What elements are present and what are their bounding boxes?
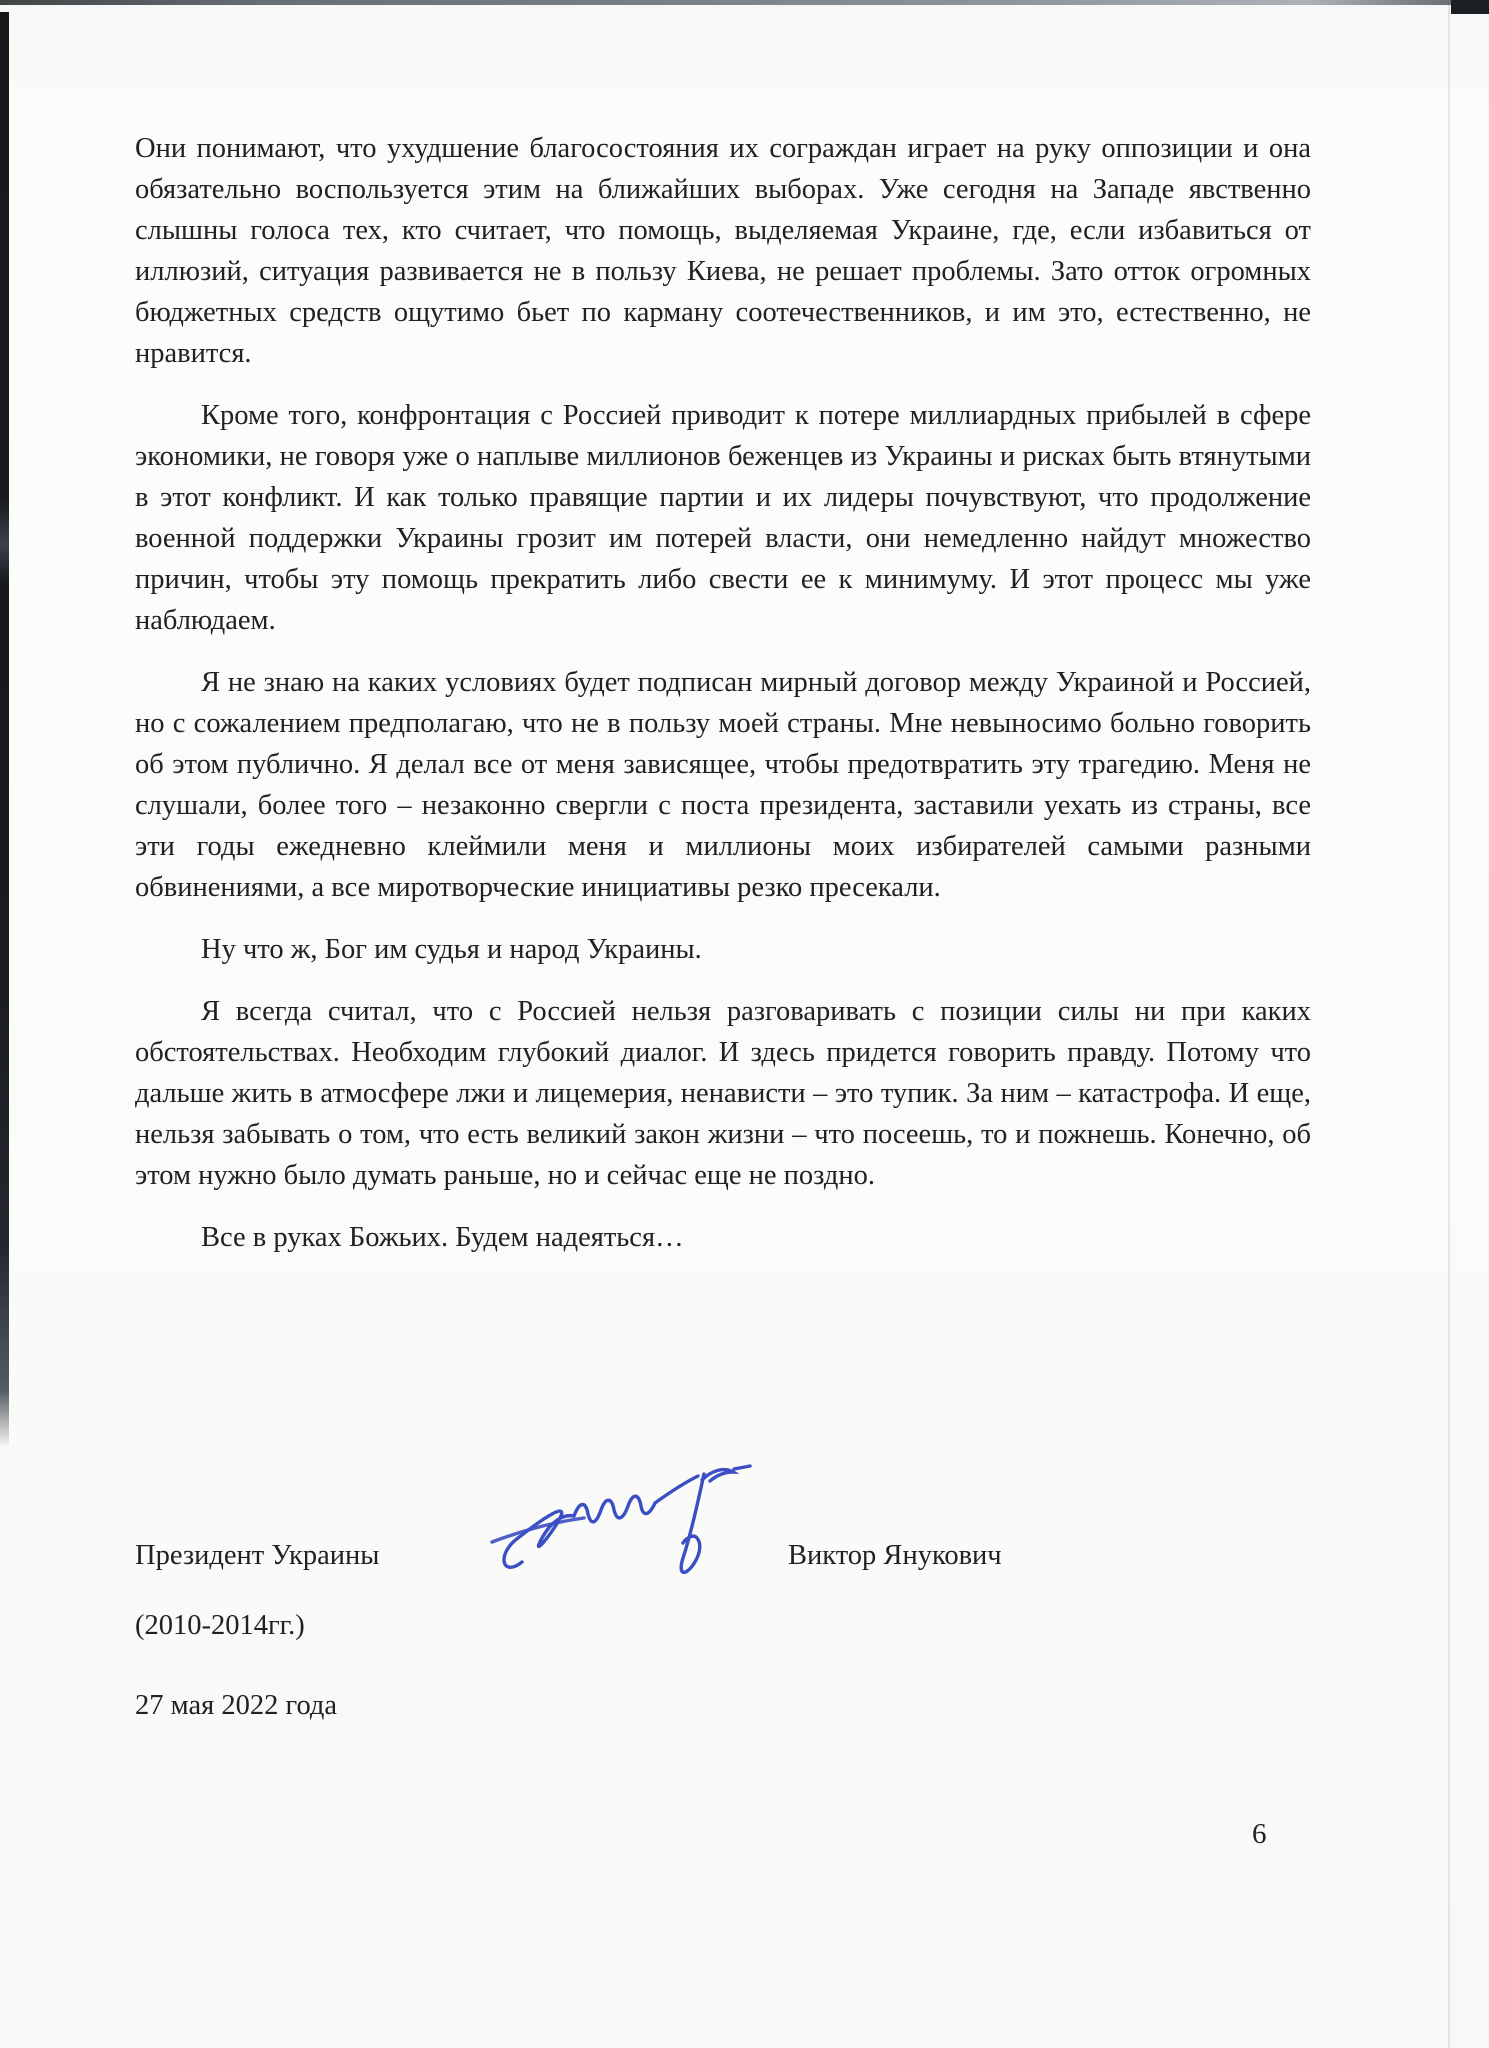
signature-name: Виктор Янукович (788, 1540, 1002, 1571)
letter-paragraph: Все в руках Божьих. Будем надеяться… (201, 1222, 684, 1253)
scan-corner-top-right (1451, 0, 1489, 14)
signature-years-line: (2010-2014гг.) (135, 1610, 305, 1641)
letter-paragraph: Я не знаю на каких условиях будет подписан мирный договор между Украиной и Россией, но с сожалением предполагаю, что не в пользу моей страны. Мне невыносимо больно говорить об этом публично. Я делал все от меня зависящее, чтобы предотвратить эту трагедию. Меня не слушали, более того – незаконно свергли с поста президента, заставили уехать из страны, все эти годы ежедневно клеймили меня и миллионы моих избирателей самыми разными обвинениями, а все миротворческие инициативы резко пресекали. (135, 667, 1311, 903)
letter-body (135, 128, 1311, 1279)
scan-edge-top (0, 0, 1489, 5)
letter-paragraph: Кроме того, конфронтация с Россией приводит к потере миллиардных прибылей в сфере экономики, не говоря уже о наплыве миллионов беженцев из Украины и рисках быть втянутыми в этот конфликт. И как только правящие партии и их лидеры почувствуют, что продолжение военной поддержки Украины грозит им потерей власти, они немедленно найдут множество причин, чтобы эту помощь прекратить либо свести ее к минимуму. И этот процесс мы уже наблюдаем. (135, 400, 1311, 636)
scan-edge-left (0, 12, 9, 1448)
page-number: 6 (1252, 1818, 1267, 1850)
letter-date: 27 мая 2022 года (135, 1690, 338, 1721)
letter-paragraph: Я всегда считал, что с Россией нельзя разговаривать с позиции силы ни при каких обстоятельствах. Необходим глубокий диалог. И здесь придется говорить правду. Потому что дальше жить в атмосфере лжи и лицемерия, ненависти – это тупик. За ним – катастрофа. И еще, нельзя забывать о том, что есть великий закон жизни – что посеешь, то и пожнешь. Конечно, об этом нужно было думать раньше, но и сейчас еще не поздно. (135, 996, 1311, 1191)
signature-scribble-icon (488, 1462, 788, 1622)
scan-line-right (1448, 0, 1450, 2048)
letter-paragraph: Ну что ж, Бог им судья и народ Украины. (201, 934, 702, 965)
signature-role-line: Президент Украины (135, 1540, 380, 1571)
letter-paragraph: Они понимают, что ухудшение благосостояния их сограждан играет на руку оппозиции и она обязательно воспользуется этим на ближайших выборах. Уже сегодня на Западе явственно слышны голоса тех, кто считает, что помощь, выделяемая Украине, где, если избавиться от иллюзий, ситуация развивается не в пользу Киева, не решает проблемы. Зато отток огромных бюджетных средств ощутимо бьет по карману соотечественников, и им это, естественно, не нравится. (135, 133, 1311, 369)
